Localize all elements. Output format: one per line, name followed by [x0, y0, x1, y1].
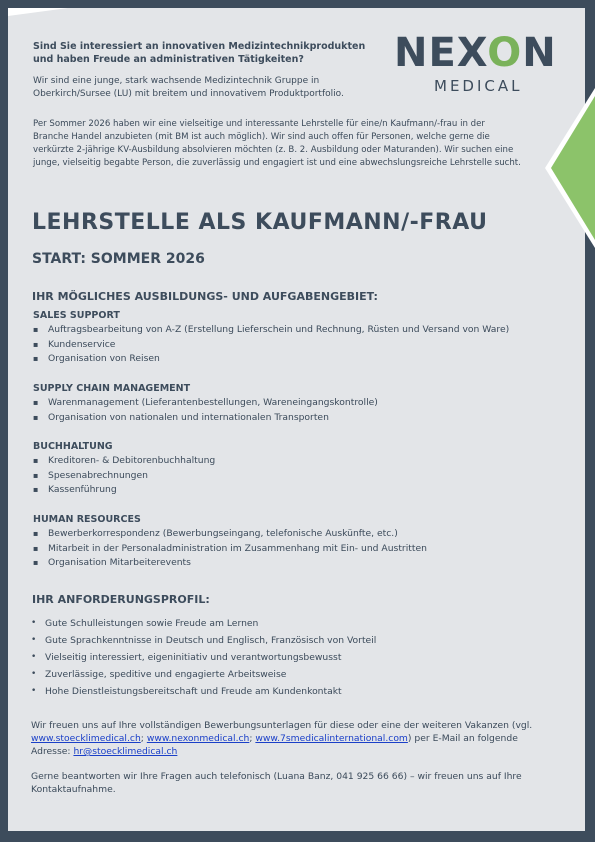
- list-item: ▪ Kassenführung: [33, 483, 553, 498]
- training-heading: IHR MÖGLICHES AUSBILDUNGS- UND AUFGABENGEBIET:: [32, 290, 378, 303]
- job-title: LEHRSTELLE ALS KAUFMANN/-FRAU: [32, 210, 488, 235]
- start-date: START: SOMMER 2026: [32, 251, 205, 267]
- list-item: ▪ Warenmanagement (Lieferantenbestellungen, Wareneingangskontrolle): [33, 396, 553, 411]
- list-item: ▪ Spesenabrechnungen: [33, 469, 553, 484]
- intro-company: Wir sind eine junge, stark wachsende Medizintechnik Gruppe in Oberkirch/Sursee (LU) mit breitem und innovativem Produktportfolio.: [33, 76, 344, 99]
- list-item: ▪ Auftragsbearbeitung von A-Z (Erstellung Lieferschein und Rechnung, Rüsten und Versand von Ware): [33, 323, 553, 338]
- logo-wordmark: NEXON: [394, 30, 557, 76]
- application-info: [31, 719, 541, 758]
- list-item: ▪ Kundenservice: [33, 338, 553, 353]
- footer-text: Wir freuen uns auf Ihre vollständigen Bewerbungsunterlagen für diese oder eine der weiteren Vakanzen (vgl.: [31, 720, 533, 731]
- intro-details: Per Sommer 2026 haben wir eine vielseitige und interessante Lehrstelle für eine/n Kaufmann/-frau in der Branche Handel anzubieten (mit BM ist auch möglich). Wir sind auch offen für Personen, welche gerne die verkürzte 2-jährige KV-Ausbildung absolvieren möchten (z. B. 2. Ausbildung oder Maturanden). Wir suchen eine junge, vielseitig begabte Person, die zuverlässig und engagiert ist und eine abwechslungsreiche Lehrstelle sucht.: [33, 119, 521, 168]
- intro: [33, 40, 383, 101]
- separator: ;: [140, 733, 147, 744]
- footer-text: ) per E-Mail an folgende Adresse:: [31, 733, 518, 757]
- profile-heading: IHR ANFORDERUNGSPROFIL:: [32, 593, 210, 606]
- separator: ;: [249, 733, 256, 744]
- corner-cut: [8, 8, 68, 16]
- list-item: ▪ Bewerberkorrespondenz (Bewerbungseingang, telefonische Auskünfte, etc.): [33, 527, 553, 542]
- logo-subtitle: MEDICAL: [434, 77, 523, 95]
- area-sales-support: [33, 309, 553, 367]
- area-heading: HUMAN RESOURCES: [33, 514, 141, 525]
- list-item: • Hohe Dienstleistungsbereitschaft und Freude am Kundenkontakt: [31, 683, 551, 700]
- intro-question: Sind Sie interessiert an innovativen Medizintechnikprodukten und haben Freude an administrativen Tätigkeiten?: [33, 41, 366, 65]
- list-item: ▪ Organisation von nationalen und internationalen Transporten: [33, 411, 553, 426]
- area-heading: SUPPLY CHAIN MANAGEMENT: [33, 383, 191, 394]
- list-item: • Gute Schulleistungen sowie Freude am Lernen: [31, 615, 551, 632]
- list-item: ▪ Organisation von Reisen: [33, 352, 553, 367]
- area-heading: BUCHHALTUNG: [33, 441, 113, 452]
- list-item: • Gute Sprachkenntnisse in Deutsch und Englisch, Französisch von Vorteil: [31, 632, 551, 649]
- link-stoecklimedical[interactable]: www.stoecklimedical.ch: [31, 733, 141, 744]
- list-item: • Vielseitig interessiert, eigeninitiativ und verantwortungsbewusst: [31, 649, 551, 666]
- list-item: ▪ Kreditoren- & Debitorenbuchhaltung: [33, 454, 553, 469]
- link-7smedical[interactable]: www.7smedicalinternational.com: [255, 733, 408, 744]
- area-buchhaltung: [33, 440, 553, 498]
- contact-info: Gerne beantworten wir Ihre Fragen auch telefonisch (Luana Banz, 041 925 66 66) – wir freuen uns auf Ihre Kontaktaufnahme.: [31, 771, 522, 795]
- area-supply-chain: [33, 382, 553, 425]
- list-item: ▪ Organisation Mitarbeiterevents: [33, 556, 553, 571]
- nexon-medical-logo: [394, 30, 557, 95]
- area-heading: SALES SUPPORT: [33, 310, 120, 321]
- email-link[interactable]: hr@stoecklimedical.ch: [73, 746, 178, 757]
- link-nexonmedical[interactable]: www.nexonmedical.ch: [146, 733, 250, 744]
- area-human-resources: [33, 513, 553, 571]
- list-item: • Zuverlässige, speditive und engagierte Arbeitsweise: [31, 666, 551, 683]
- list-item: ▪ Mitarbeit in der Personaladministration im Zusammenhang mit Ein- und Austritten: [33, 542, 553, 557]
- requirements-list: [31, 615, 551, 700]
- green-triangle-decoration: [545, 88, 595, 248]
